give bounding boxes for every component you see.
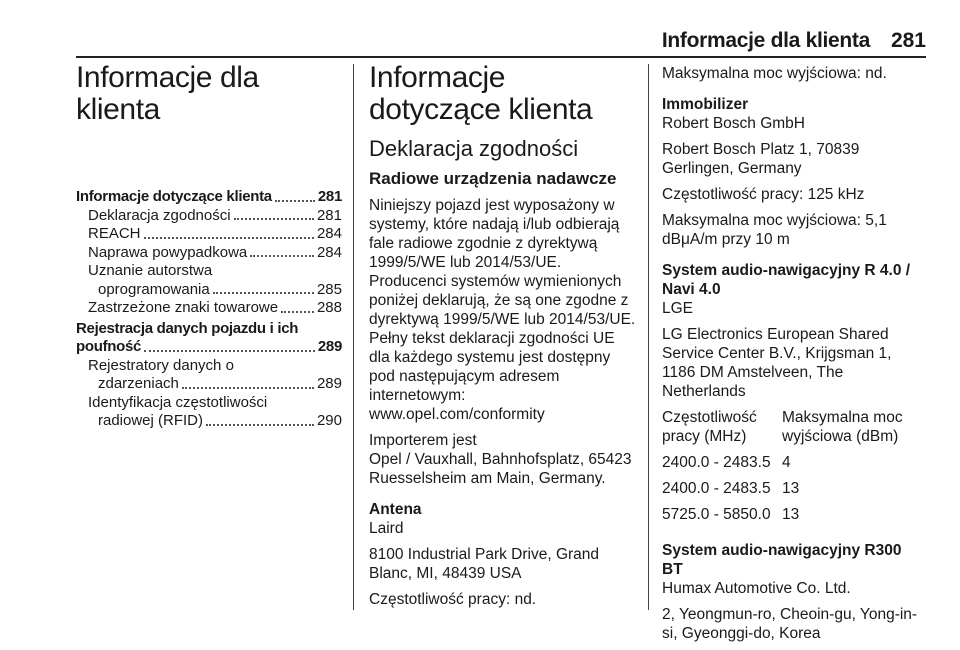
antenna-address: 8100 Industrial Park Drive, Grand Blanc, MI, 48439 USA [369, 546, 600, 582]
toc-label: Deklaracja zgodności [88, 206, 231, 224]
toc-label: REACH [88, 225, 141, 242]
toc-label: zdarzeniach [98, 375, 179, 392]
r40-heading: System audio-nawigacyjny R 4.0 / Navi 4.0 [662, 262, 911, 298]
toc-leader [250, 255, 314, 257]
content-column-right [662, 64, 924, 650]
toc-label: radiowej (RFID) [98, 412, 204, 429]
antenna-manufacturer: Laird [369, 520, 404, 537]
r300-manufacturer: Humax Automotive Co. Ltd. [662, 580, 851, 597]
content-column-middle [369, 62, 637, 616]
column-divider-left [353, 64, 354, 610]
table-cell-frequency: 5725.0 - 5850.0 [662, 506, 771, 523]
table-row [662, 453, 924, 479]
toc-entry-event-recorders[interactable] [76, 375, 342, 394]
immobilizer-power: Maksymalna moc wyjściowa: 5,1 dBμA/m przy 10 m [662, 212, 887, 248]
toc-leader [213, 292, 314, 294]
toc-leader [144, 237, 314, 239]
toc-entry-trademarks[interactable] [76, 299, 342, 318]
chapter-title-line2: klienta [76, 93, 160, 126]
toc-leader [275, 200, 315, 202]
toc-label: Informacje dotyczące klienta [76, 188, 272, 205]
toc-entry-accident-repair[interactable] [76, 244, 342, 263]
immobilizer-frequency: Częstotliwość pracy: 125 kHz [662, 186, 865, 203]
toc-page: 290 [316, 412, 342, 429]
toc-entry-customer-info[interactable] [76, 188, 342, 207]
header-divider [76, 56, 926, 58]
table-cell-power: 13 [782, 506, 800, 523]
immobilizer-manufacturer: Robert Bosch GmbH [662, 115, 805, 132]
table-row [662, 505, 924, 531]
chapter-toc-column [76, 62, 342, 431]
toc-page: 281 [316, 206, 342, 224]
chapter-title [76, 62, 342, 126]
table-cell-frequency: 2400.0 - 2483.5 [662, 480, 771, 497]
toc-entry-software-credits[interactable] [76, 281, 342, 300]
toc-leader [182, 387, 314, 389]
toc-entry-data-recording[interactable] [76, 338, 342, 357]
column-divider-right [648, 64, 649, 610]
importer-label: Importerem jest [369, 432, 477, 449]
table-cell-frequency: 2400.0 - 2483.5 [662, 454, 771, 471]
immobilizer-address: Robert Bosch Platz 1, 70839 Gerlingen, Germany [662, 141, 860, 177]
toc-entry-conformity[interactable] [76, 207, 342, 226]
table-header-row [662, 408, 924, 453]
table-header-power: Maksymalna moc wyjściowa (dBm) [782, 409, 903, 445]
antenna-frequency: Częstotliwość pracy: nd. [369, 591, 537, 608]
table-cell-power: 4 [782, 454, 791, 471]
r40-manufacturer: LGE [662, 300, 694, 317]
table-row [662, 479, 924, 505]
toc-page: 284 [316, 243, 342, 261]
r300-address: 2, Yeongmun-ro, Cheoin-gu, Yong-in-si, Gyeonggi-do, Korea [662, 606, 918, 642]
subsection-title: Deklaracja zgodności [369, 136, 579, 161]
page-number: 281 [890, 29, 926, 52]
running-header-title: Informacje dla klienta [661, 29, 870, 52]
toc-page: 284 [316, 225, 342, 242]
sub-subsection-title: Radiowe urządzenia nadawcze [369, 169, 617, 188]
toc-label: oprogramowania [98, 280, 210, 298]
r40-spec-table [662, 408, 924, 531]
conformity-paragraph: Niniejszy pojazd jest wyposażony w systemy, które nadają i/lub odbierają fale radiowe zgodnie z dyrektywą 1999/5/WE lub 2014/53/UE. Producenci systemów wymienionych poniżej deklarują, że są one zgodne z dyrektywą 1999/5/WE lub 2014/53/UE. Pełny tekst deklaracji zgodności UE dla każdego systemu jest dostępny pod następującym adresem internetowym: [369, 197, 636, 404]
toc-label: Naprawa powypadkowa [88, 243, 248, 261]
toc-label: poufność [76, 338, 142, 355]
toc-entry-reach[interactable] [76, 225, 342, 244]
toc-leader [234, 218, 314, 220]
r300-heading: System audio-nawigacyjny R300 BT [662, 542, 902, 578]
table-of-contents [76, 188, 342, 431]
table-header-frequency: Częstotliwość pracy (MHz) [662, 409, 757, 445]
immobilizer-heading: Immobilizer [662, 96, 749, 113]
toc-page: 288 [316, 299, 342, 316]
toc-entry-event-recorders-line1[interactable]: Rejestratory danych o [88, 356, 234, 374]
toc-entry-data-recording-line1[interactable]: Rejestracja danych pojazdu i ich [76, 319, 299, 337]
toc-page: 289 [316, 375, 342, 392]
toc-page: 285 [316, 280, 342, 298]
toc-entry-rfid-line1[interactable]: Identyfikacja częstotliwości [88, 393, 268, 411]
section-title: Informacje dotyczące klienta [369, 61, 593, 126]
chapter-title-line1: Informacje dla [76, 61, 259, 94]
importer-address: Opel / Vauxhall, Bahnhofsplatz, 65423 Ruesselsheim am Main, Germany. [369, 451, 632, 487]
conformity-url[interactable]: www.opel.com/conformity [369, 406, 545, 423]
table-cell-power: 13 [782, 480, 800, 497]
antenna-heading: Antena [369, 501, 422, 518]
toc-leader [281, 311, 314, 313]
antenna-power: Maksymalna moc wyjściowa: nd. [662, 65, 887, 82]
toc-leader [144, 350, 315, 352]
toc-page: 289 [317, 338, 342, 355]
toc-leader [206, 424, 314, 426]
toc-entry-software-credits-line1[interactable]: Uznanie autorstwa [88, 262, 213, 279]
toc-label: Zastrzeżone znaki towarowe [88, 299, 279, 316]
toc-page: 281 [317, 188, 342, 205]
r40-address: LG Electronics European Shared Service Center B.V., Krijgsman 1, 1186 DM Amstelveen, The Netherlands [662, 326, 892, 400]
toc-entry-rfid[interactable] [76, 412, 342, 431]
